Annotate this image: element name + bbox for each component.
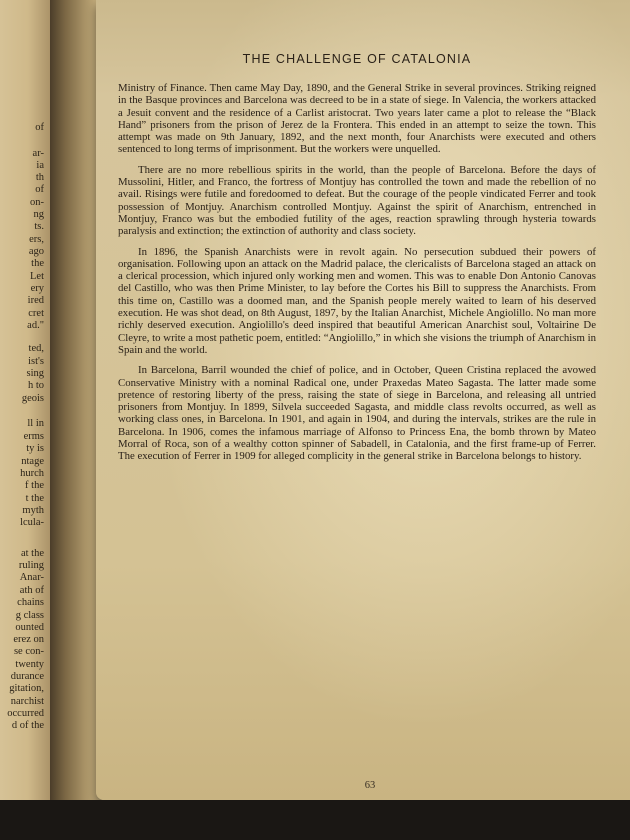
- facing-page-fragment: ounted: [15, 622, 44, 633]
- paragraph-2: There are no more rebellious spirits in the world, than the people of Barcelona. Before the days of Mussolini, Hitler, and Franco, the fortress of Montjuy has controlled the town and made the rebellion of no avail. Risings were futile and foredoomed to defeat. But the courage of the people vindicated Ferrer and took possession of Montjuy. Anarchism controlled Montjuy. Against the spirit of Anarchism, entrenched in Montjuy, Franco was but the embodied futility of the ages, reaction sprawling through hysteria towards paralysis and extinction; the extinction of authority and class society.: [118, 163, 596, 238]
- facing-page-fragment: of: [35, 184, 44, 195]
- facing-page-fragment: ted,: [28, 343, 44, 354]
- facing-page-fragment: d of the: [11, 720, 44, 731]
- facing-page-fragment: the: [31, 258, 44, 269]
- facing-page-fragment: cret: [28, 308, 44, 319]
- facing-page-fragment: ruling: [18, 560, 44, 571]
- facing-page-fragment: f the: [25, 480, 44, 491]
- facing-page-fragment: erez on: [13, 634, 44, 645]
- facing-page-fragment: th: [35, 172, 44, 183]
- paragraph-1: Ministry of Finance. Then came May Day, 1890, and the General Strike in several provinces. Striking reigned in the Basque provinces and Barcelona was decreed to be in a state of siege. In Valencia, the workers attacked a Jesuit convent and the residence of a Carlist aristocrat. Two years later came a plot to release the “Black Hand” prisoners from the prison of Jerez de la Frontera. This ended in an attempt to seize the town. This attempt was made on 9th January, 1892, and the next month, four Anarchists were executed and others sentenced to long terms of imprisonment. But the workers were unquelled.: [118, 82, 596, 156]
- facing-page-fragment: ago: [28, 246, 44, 257]
- facing-page-fragment: ired: [27, 295, 44, 306]
- facing-page-fragment: erms: [23, 431, 44, 442]
- table-surface: [0, 800, 630, 840]
- facing-page-fragment: myth: [22, 505, 44, 516]
- facing-page-edge: [0, 0, 52, 840]
- facing-page-fragment: on-: [30, 197, 44, 208]
- facing-page-fragment: ll in: [27, 418, 44, 429]
- running-head: THE CHALLENGE OF CATALONIA: [242, 52, 472, 66]
- facing-page-fragment: ia: [36, 160, 44, 171]
- page-number: 63: [364, 780, 376, 791]
- facing-page-fragment: ty is: [26, 443, 44, 454]
- facing-page-fragment: ath of: [19, 585, 44, 596]
- facing-page-fragment: durance: [10, 671, 44, 682]
- page-body: [118, 52, 596, 463]
- facing-page-fragment: ery: [30, 283, 44, 294]
- facing-page-fragment: ntage: [21, 456, 44, 467]
- facing-page-fragment: ar-: [32, 148, 44, 159]
- facing-page-fragment: twenty: [15, 659, 44, 670]
- facing-page-fragment: ers,: [29, 234, 44, 245]
- facing-page-fragment: lcula-: [20, 517, 44, 528]
- facing-page-fragment: Let: [30, 271, 44, 282]
- facing-page-fragment: narchist: [10, 696, 44, 707]
- facing-page-fragment: se con-: [13, 646, 44, 657]
- book-page: [96, 0, 630, 800]
- facing-page-fragment: Anar-: [19, 572, 44, 583]
- facing-page-fragment: ad.": [27, 320, 44, 331]
- facing-page-fragment: g class: [15, 610, 44, 621]
- facing-page-fragment: ist's: [28, 356, 44, 367]
- facing-page-fragment: gitation,: [9, 683, 44, 694]
- facing-page-fragment: occurred: [7, 708, 44, 719]
- facing-page-fragment: sing: [26, 368, 44, 379]
- facing-page-fragment: t the: [25, 493, 44, 504]
- facing-page-fragment: ng: [33, 209, 44, 220]
- facing-page-fragment: hurch: [20, 468, 44, 479]
- facing-page-fragment: of: [35, 122, 44, 133]
- facing-page-fragment: geois: [21, 393, 44, 404]
- facing-page-fragment: ts.: [34, 221, 44, 232]
- paragraph-3: In 1896, the Spanish Anarchists were in revolt again. No persecution subdued their powers of organisation. Following upon an attack on the Madrid palace, the clericalists of Barcelona staged an attack on a clerical procession, which injured only working men and women. This was to enable Don Antonio Canovas del Castillo, who was then Prime Minister, to lay before the Cortes his Bill to suppress the Anarchists. From this time on, Castillo was a doomed man, and the Spanish people merely waited to learn of his deserved execution. He was shot dead, on 8th August, 1897, by the Italian Anarchist, Michele Angiolillo. No man more richly deserved execution. Angiolillo's deed inspired that beautiful American Anarchist soul, Voltairine De Cleyre, to write a most pathetic poem, entitled: “Angiolillo,” in which she visions the triumph of Anarchism in Spain and the world.: [118, 245, 596, 356]
- facing-page-fragment: h to: [27, 380, 44, 391]
- paragraph-4: In Barcelona, Barril wounded the chief of police, and in October, Queen Cristina replaced the avowed Conservative Ministry with a nominal Radical one, under Praxedas Mateo Sagasta. The latter made some pretence of restoring liberty of the press, raising the state of siege in Barcelona, and releasing all untried prisoners from Montjuy. In 1899, Silvela succeeded Sagasta, and middle class revolts occurred, as well as working class ones, in Barcelona. In 1901, and again in 1904, and during the intervals, strikes are the rule in Barcelona. In 1906, comes the infamous marriage of Alfonso to Princess Ena, the bomb thrown by Mateo Morral of Roca, son of a wealthy cotton spinner of Sabadell, in Catalonia, and the first frame-up of Ferrer. The execution of Ferrer in 1909 for alleged complicity in the general strike in Barcelona belongs to history.: [118, 364, 596, 463]
- facing-page-fragment: at the: [20, 548, 44, 559]
- facing-page-fragment: chains: [17, 597, 44, 608]
